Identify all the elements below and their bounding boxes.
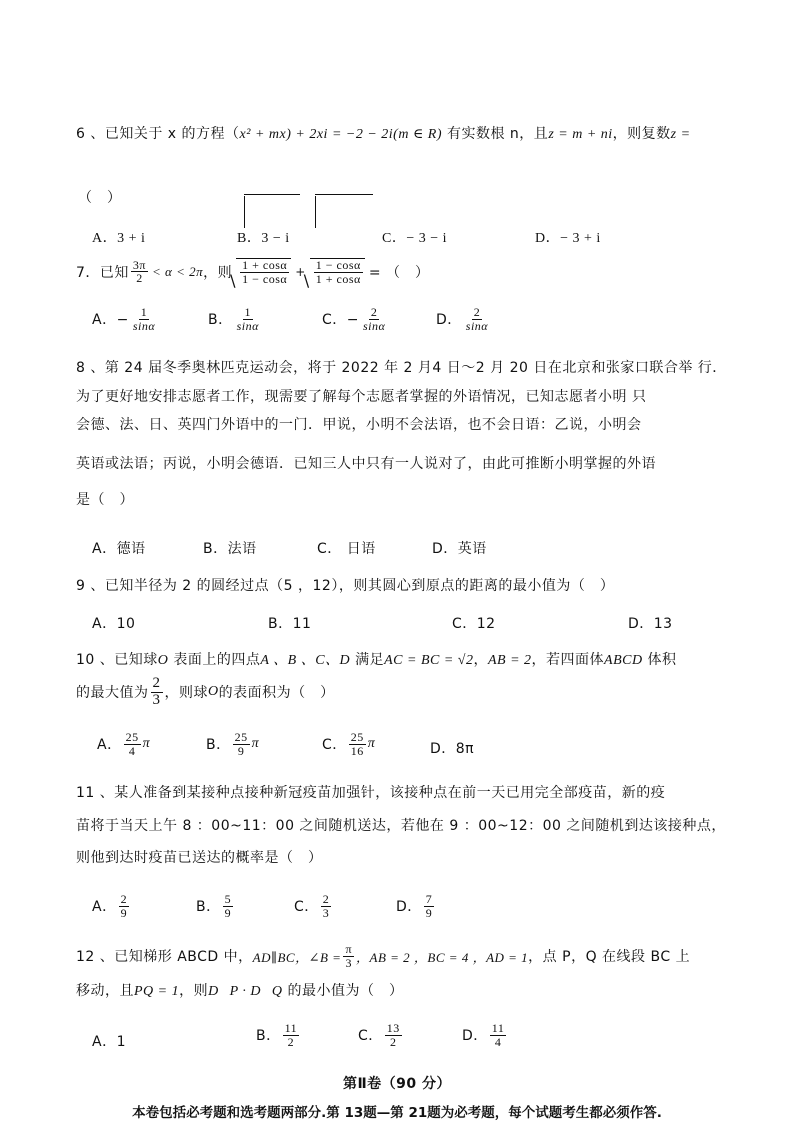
q10-option-c-num: 25	[350, 730, 364, 744]
q10-line-2	[76, 676, 335, 709]
q12-angle-num: π	[345, 942, 353, 956]
q10-tetrahedron: ABCD	[604, 653, 643, 668]
q11-option-a-num: 2	[120, 892, 128, 906]
q10-option-a-pi: π	[142, 736, 151, 752]
q7-radicand-2	[314, 259, 363, 285]
q8-line-3: 会德、法、日、英四门外语中的一门．甲说，小明不会法语，也不会日语：乙说，小明会	[76, 417, 642, 433]
q10-option-b-pi: π	[251, 736, 260, 752]
q6-stem-mid: 有实数根 n，且	[442, 126, 549, 142]
q10-option-c-den: 16	[350, 743, 364, 758]
q7-radical-1	[230, 258, 291, 290]
q12-dot-product: D⃗P · D⃗Q	[208, 984, 283, 999]
q12-option-d-num: 11	[491, 1021, 505, 1035]
q6-option-b: B．3 − i	[237, 231, 290, 246]
q6-stem-post: ，则复数	[612, 126, 671, 142]
q11-line-1: 11 、某人准备到某接种点接种新冠疫苗加强针，该接种点在前一天已用完全部疫苗，新的疫	[76, 785, 666, 801]
q10-sphere-o: O	[157, 653, 169, 668]
q7-option-a-fraction	[131, 306, 157, 332]
q7-r2-num: 1 − cosα	[315, 258, 361, 272]
q7-condition-fraction	[131, 259, 148, 285]
q7-option-a-den: sinα	[132, 318, 156, 333]
q7-option-a	[92, 306, 159, 332]
q10-points: A 、B 、C、D	[260, 653, 351, 668]
q6-equation: x² + mx) + 2xi = −2 − 2i(m ∈ R)	[239, 127, 443, 142]
q7-radicand-1	[240, 259, 289, 285]
q7-option-a-label: A．−	[92, 312, 129, 329]
q12-text-1: 12 、已知梯形 ABCD 中，	[76, 949, 253, 966]
q6-option-d: D．− 3 + i	[535, 231, 601, 246]
radical-icon: \	[230, 271, 237, 290]
q10-vnum: 2	[152, 675, 161, 691]
q6-z-tail: z =	[670, 127, 691, 142]
radical-artifact	[315, 194, 373, 195]
q12-option-c-fraction	[385, 1022, 402, 1048]
q11-option-d-den: 9	[425, 905, 433, 920]
q7-stem	[76, 257, 430, 290]
q7-option-d-fraction	[464, 306, 490, 332]
q8-line-5: 是（ ）	[76, 492, 134, 508]
q10-volume-fraction	[151, 676, 163, 709]
q12-option-d	[462, 1022, 508, 1048]
q7-option-b-den: sinα	[236, 318, 259, 333]
q11-option-b-fraction	[223, 893, 234, 919]
q10-text-2: 表面上的四点	[168, 652, 261, 668]
q7-plus: +	[295, 264, 306, 279]
radical-artifact	[244, 196, 245, 228]
q11-option-d-label: D．	[396, 899, 422, 916]
q12-option-d-fraction	[490, 1022, 507, 1048]
q7-r1-den: 1 − cosα	[242, 271, 288, 286]
q12-option-b	[256, 1022, 301, 1048]
q10-option-b-num: 25	[234, 730, 248, 744]
q10-option-b-den: 9	[237, 743, 245, 758]
q12-text-5: 的最小值为（ ）	[282, 983, 404, 999]
q8-line-4: 英语或法语；丙说，小明会德语．已知三人中只有一人说对了，由此可推断小明掌握的外语	[76, 456, 656, 472]
q10-text-9: 的表面积为（ ）	[218, 685, 335, 702]
q8-line-2: 为了更好地安排志愿者工作，现需要了解每个志愿者掌握的外语情况，已知志愿者小明 只	[76, 389, 647, 405]
q6-answer-paren: （ ）	[78, 190, 122, 206]
q6-option-c: C．− 3 − i	[382, 231, 448, 246]
q7-option-a-num: 1	[140, 305, 148, 319]
q12-option-d-den: 4	[494, 1034, 502, 1049]
q12-option-c-label: C．	[358, 1028, 383, 1045]
q10-sphere-o-2: O	[208, 684, 219, 700]
q11-option-d-fraction	[424, 893, 435, 919]
radical-icon: \	[303, 271, 310, 290]
q12-option-a: A．1	[92, 1034, 126, 1050]
q7-radical-2	[303, 258, 365, 290]
q12-line-1	[76, 943, 690, 969]
q12-option-d-label: D．	[462, 1028, 488, 1045]
q11-line-2: 苗将于当天上午 8 ：00~11：00 之间随机送达，若他在 9 ：00~12：00 之间随机到达该接种点，	[76, 818, 726, 834]
q9-option-c: C．12	[452, 616, 496, 632]
q9-option-a: A．10	[92, 616, 136, 632]
q7-r1-num: 1 + cosα	[242, 258, 288, 272]
q7-option-c-fraction	[361, 306, 387, 332]
q10-text-8: ，则球	[164, 685, 208, 702]
q10-vden: 3	[152, 691, 161, 708]
q7-option-d-label: D．	[436, 312, 462, 329]
q6-stem	[76, 123, 691, 143]
q12-angle-den: 3	[345, 955, 352, 970]
q12-condition-1: AD∥BC，∠B =	[252, 949, 342, 965]
q7-option-c-den: sinα	[363, 318, 386, 333]
q12-option-b-label: B．	[256, 1028, 281, 1045]
q10-text-6: 体积	[642, 652, 677, 668]
section-note: 本卷包括必考题和选考题两部分.第 13题—第 21题为必考题，每个试题考生都必须作答.	[132, 1105, 662, 1121]
q11-option-d	[396, 893, 436, 919]
q9-option-b: B．11	[268, 616, 312, 632]
q10-condition-1: AC = BC = √2	[384, 653, 474, 668]
q7-option-b-fraction	[235, 306, 261, 332]
q11-option-b	[196, 893, 235, 919]
q12-angle-fraction	[343, 943, 354, 969]
q10-option-c-fraction	[349, 731, 366, 757]
q6-option-a: A．3 + i	[92, 231, 146, 246]
q12-option-b-num: 11	[284, 1021, 298, 1035]
q10-text-4: ，	[473, 652, 488, 668]
q10-option-a	[97, 731, 150, 757]
q10-option-d: D．8π	[430, 741, 475, 757]
q9-option-d: D．13	[628, 616, 673, 632]
q11-option-c-den: 3	[322, 905, 330, 920]
q10-text-5: ，若四面体	[531, 652, 605, 668]
q10-option-a-label: A．	[97, 737, 122, 754]
q10-option-c-label: C．	[322, 737, 347, 754]
q7-option-b-label: B．	[208, 312, 233, 329]
q10-text-3: 满足	[350, 652, 385, 668]
q11-option-a-fraction	[119, 893, 130, 919]
q6-stem-text: 6 、已知关于 x 的方程（	[76, 126, 240, 142]
q11-line-3: 则他到达时疫苗已送达的概率是（ ）	[76, 850, 323, 866]
q12-option-c-den: 2	[390, 1034, 397, 1049]
q7-r2-den: 1 + cosα	[315, 271, 361, 286]
q8-option-a: A．德语	[92, 541, 146, 557]
q11-option-b-num: 5	[224, 892, 232, 906]
q12-text-4: ，则	[179, 983, 209, 999]
q10-option-b-fraction	[233, 731, 250, 757]
q10-option-a-fraction	[124, 731, 141, 757]
q11-option-c-fraction	[321, 893, 332, 919]
q12-option-c	[358, 1022, 404, 1048]
section-title: 第Ⅱ卷（90 分）	[342, 1076, 452, 1092]
q11-option-a-den: 9	[120, 905, 128, 920]
q7-option-c	[322, 306, 389, 332]
q10-line-1	[76, 649, 677, 669]
q10-option-a-num: 25	[125, 730, 139, 744]
q10-text-1: 10 、已知球	[76, 652, 158, 668]
q8-line-1: 8 、第 24 届冬季奥林匹克运动会，将于 2022 年 2 月4 日～2 月 20 日在北京和张家口联合举 行．	[76, 360, 727, 376]
q11-option-b-label: B．	[196, 899, 221, 916]
q10-option-c	[322, 731, 375, 757]
q7-option-b	[208, 306, 263, 332]
q8-option-b: B．法语	[203, 541, 257, 557]
q12-option-b-den: 2	[287, 1034, 295, 1049]
q7-option-c-num: 2	[370, 305, 378, 319]
q12-option-b-fraction	[283, 1022, 300, 1048]
q11-option-a-label: A．	[92, 899, 117, 916]
q11-option-c-num: 2	[322, 892, 330, 906]
q7-option-d-num: 2	[473, 305, 481, 319]
q10-option-a-den: 4	[128, 743, 136, 758]
q11-option-b-den: 9	[224, 905, 232, 920]
q10-option-b-label: B．	[206, 737, 231, 754]
q10-option-c-pi: π	[367, 736, 376, 752]
q7-option-d	[436, 306, 492, 332]
q7-condition-rest: < α < 2π	[151, 263, 204, 279]
q7-equals: = （ ）	[368, 264, 430, 281]
q11-option-c-label: C．	[294, 899, 319, 916]
q12-text-2: ，点 P，Q 在线段 BC 上	[528, 949, 691, 966]
radical-artifact	[244, 194, 300, 195]
q11-option-c	[294, 893, 333, 919]
q10-text-7: 的最大值为	[76, 685, 149, 702]
q12-condition-3: PQ = 1	[134, 984, 180, 999]
q12-text-3: 移动，且	[76, 983, 134, 999]
q7-option-b-num: 1	[244, 305, 252, 319]
q6-z-definition: z = m + ni	[548, 127, 613, 142]
q7-prefix: 7．已知	[76, 264, 129, 281]
q7-option-d-den: sinα	[465, 318, 489, 333]
q9-stem: 9 、已知半径为 2 的圆经过点（5 ，12），则其圆心到原点的距离的最小值为（ ）	[76, 578, 615, 594]
radical-artifact	[315, 196, 316, 228]
q10-option-b	[206, 731, 259, 757]
q8-option-d: D．英语	[432, 541, 487, 557]
q8-option-c: C． 日语	[317, 541, 376, 557]
q12-option-c-num: 13	[386, 1021, 400, 1035]
q11-option-a	[92, 893, 131, 919]
q7-then: ，则	[203, 264, 233, 281]
q10-condition-2: AB = 2	[487, 653, 532, 668]
q11-option-d-num: 7	[425, 892, 433, 906]
q7-cond-num: 3π	[132, 257, 146, 272]
q7-option-c-label: C．−	[322, 312, 360, 329]
q12-condition-2: ，AB = 2 ，BC = 4 ，AD = 1	[356, 949, 529, 965]
q12-line-2	[76, 980, 403, 1000]
q7-cond-den: 2	[136, 271, 143, 286]
